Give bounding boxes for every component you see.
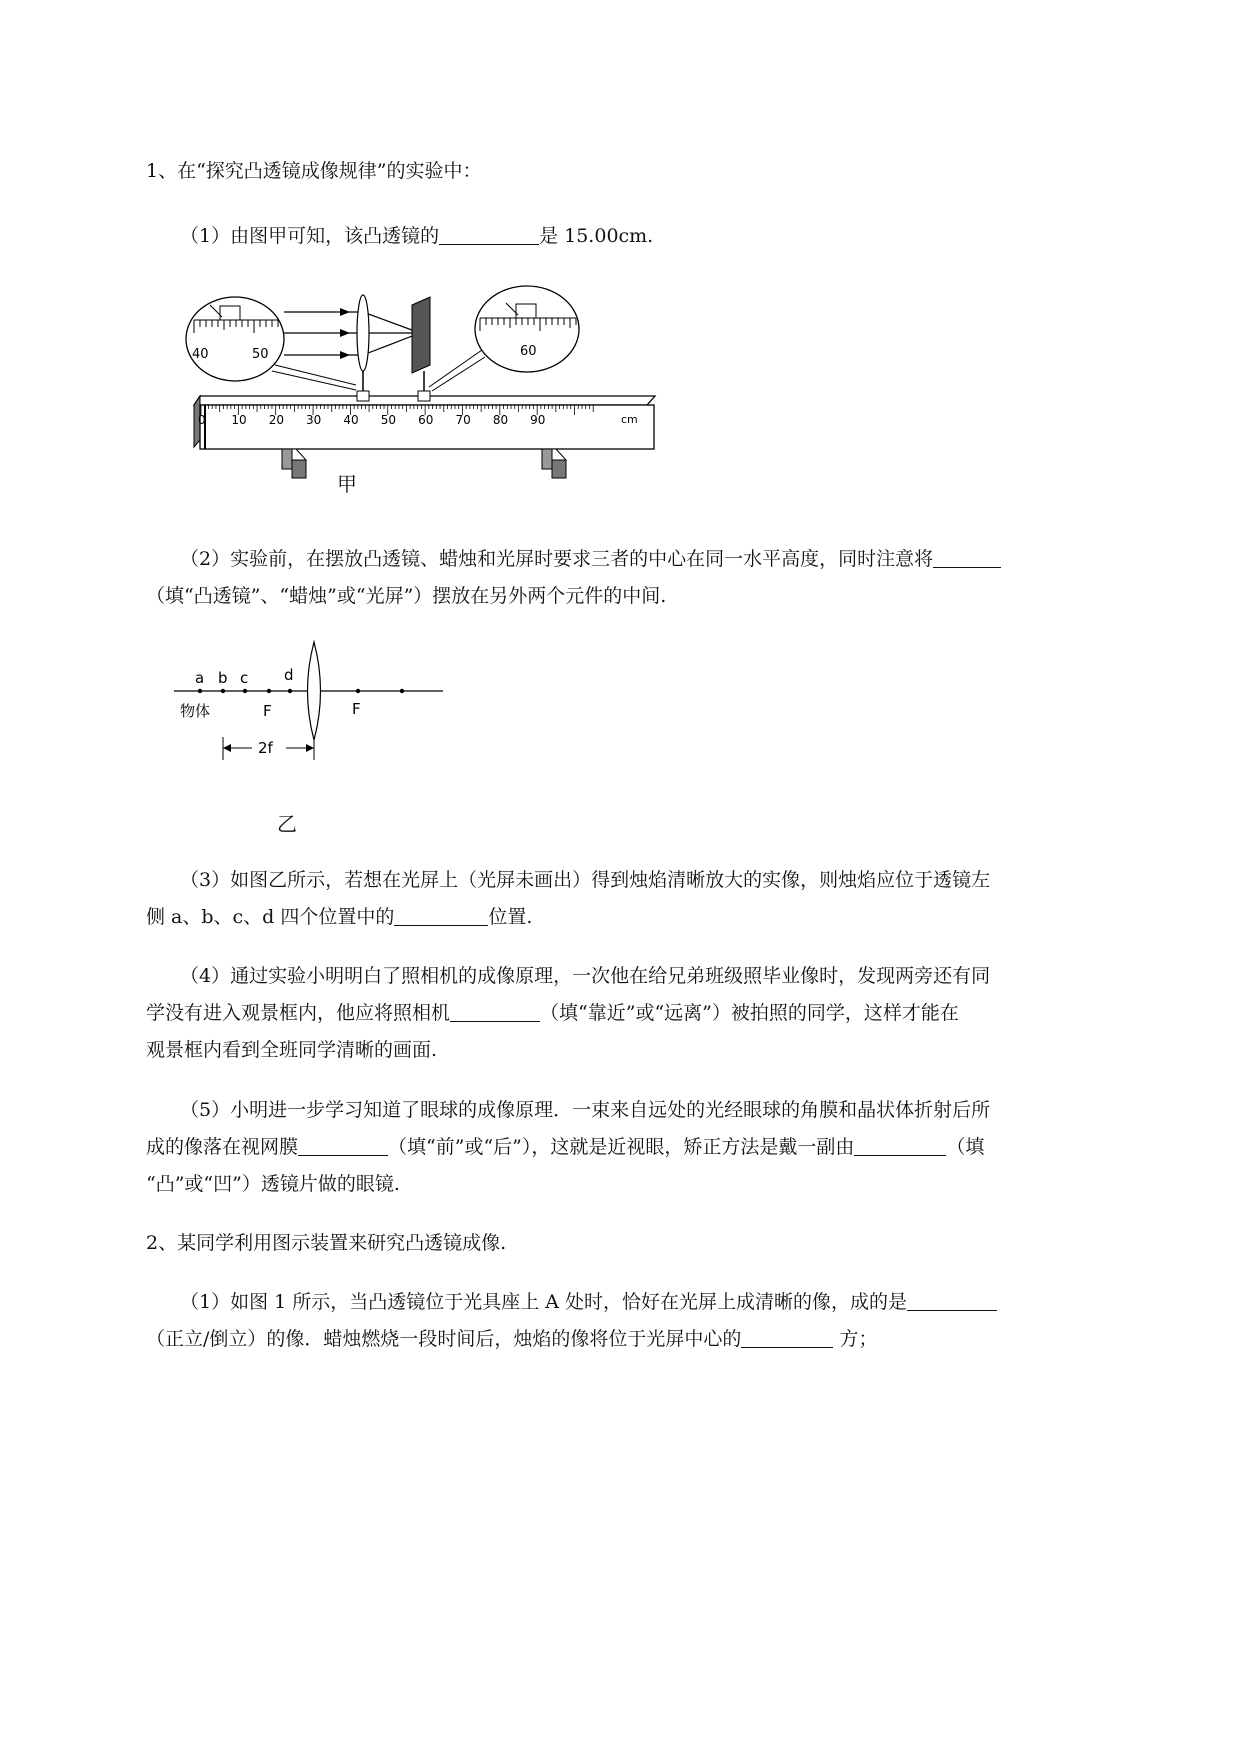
left-bubble-tick-40: 40 [192,347,209,362]
right-bubble-pointer-top [429,350,482,387]
bench-tick-label: 20 [268,413,284,427]
q2-title: 2、某同学利用图示装置来研究凸透镜成像. [146,1232,507,1254]
q2-part1-text-before: （正立/倒立）的像．蜡烛燃烧一段时间后，烛焰的像将位于光屏中心的 [146,1328,742,1350]
answer-blank-2[interactable] [933,547,1001,568]
q1-part5-text-after: （填 [946,1136,985,1158]
bench-foot-right-front [542,449,552,469]
q2-part1-text-after: 方； [833,1328,878,1350]
q1-part4-line1: （4）通过实验小明明白了照相机的成像原理，一次他在给兄弟班级照毕业像时，发现两旁还有同 [180,965,991,987]
q1-title: 1、在“探究凸透镜成像规律”的实验中： [146,160,482,182]
2f-label: 2f [258,739,273,757]
bench-foot-left-front [282,449,292,469]
bench-tick-label: 10 [231,413,247,427]
right-bubble-tick-60: 60 [520,344,537,359]
q1-part3-line1: （3）如图乙所示，若想在光屏上（光屏未画出）得到烛焰清晰放大的实像，则烛焰应位于透镜左 [180,869,991,891]
point-d-label: d [284,666,294,684]
left-bubble-pointer-top [275,365,356,385]
q1-part1-text-after: 是 15.00cm. [539,225,654,247]
left-bubble-tick-50: 50 [252,347,269,362]
q1-part2-line2: （填“凸透镜”、“蜡烛”或“光屏”）摆放在另外两个元件的中间. [146,585,667,607]
right-magnifier-bubble [475,286,579,372]
right-bubble-holder [516,304,536,318]
q1-part5-text-before: 成的像落在视网膜 [146,1136,299,1158]
bench-tick-label: 90 [530,413,546,427]
2f-arrowhead-right [306,744,314,752]
left-bubble-holder [220,306,240,320]
point-b-label: b [218,669,228,687]
answer-blank-8[interactable] [741,1327,833,1348]
parallel-light-rays [284,312,420,355]
q1-part2-line1 [180,545,1001,573]
left-bubble-pointer-bottom [272,371,356,390]
q1-part1-text-before: （1）由图甲可知，该凸透镜的 [180,225,440,247]
answer-blank-7[interactable] [907,1290,997,1311]
convex-lens [357,295,369,371]
q1-part4-line3: 观景框内看到全班同学清晰的画面. [146,1039,438,1061]
answer-blank-4[interactable] [450,1001,540,1022]
answer-blank-5[interactable] [298,1135,388,1156]
object-label: 物体 [180,702,211,720]
answer-blank-1[interactable] [439,224,539,245]
q1-part2-text: （2）实验前，在摆放凸透镜、蜡烛和光屏时要求三者的中心在同一水平高度，同时注意将 [180,548,934,570]
figure-jia-caption: 甲 [337,472,357,496]
q2-part1-line2 [146,1325,877,1353]
convex-lens-outline [308,642,321,740]
bench-foot-left-side [292,460,306,478]
bench-foot-right-side [552,460,566,478]
bench-tick-label: 80 [492,413,509,427]
q1-part5-line1: （5）小明进一步学习知道了眼球的成像原理．一束来自远处的光经眼球的角膜和晶状体折射后所 [180,1099,991,1121]
bench-front-face [200,405,654,449]
light-screen [412,297,430,373]
right-bubble-pointer-bottom [432,357,485,391]
bench-tick-label: 40 [343,413,359,427]
q1-part4-text-before: 学没有进入观景框内，他应将照相机 [146,1002,451,1024]
bench-left-edge [204,405,206,449]
bench-tick-label: 70 [455,413,471,427]
q1-part3-text-after: 位置. [488,906,533,928]
point-c-label: c [240,669,249,687]
bench-tick-label: 50 [380,413,397,427]
q1-part4-line2 [146,999,959,1027]
right-focus-label: F [352,700,361,718]
screen-holder-base [418,391,430,401]
lens-holder-base [357,391,369,401]
q1-part5-line3: “凸”或“凹”）透镜片做的眼镜. [146,1173,400,1195]
bench-tick-label: 60 [418,413,434,427]
q1-part3-line2 [146,903,532,931]
optical-bench-drawing [180,295,660,505]
point-a-label: a [195,669,205,687]
2f-arrowhead-left [223,744,231,752]
figure-yi-caption: 乙 [277,812,297,836]
figure-optical-bench [180,295,660,509]
q1-part5-line2 [146,1133,984,1161]
left-focus-label: F [263,702,272,720]
lens-positions-drawing [180,640,460,770]
bench-tick-label: 30 [306,413,322,427]
q1-part1 [180,222,653,250]
q1-part5-text-middle: （填“前”或“后”），这就是近视眼，矫正方法是戴一副由 [388,1136,855,1158]
bench-unit-label: cm [621,413,638,426]
ray-arrowheads [340,308,350,359]
answer-blank-6[interactable] [854,1135,946,1156]
q1-part4-text-after: （填“靠近”或“远离”）被拍照的同学，这样才能在 [540,1002,959,1024]
answer-blank-3[interactable] [394,905,488,926]
bench-tick-label: 0 [198,413,206,427]
figure-lens-positions [180,640,460,774]
q1-part3-text-before: 侧 a、b、c、d 四个位置中的 [146,906,395,928]
q2-part1-line1 [180,1288,997,1316]
q2-part1-text: （1）如图 1 所示，当凸透镜位于光具座上 A 处时，恰好在光屏上成清晰的像，成的是 [180,1291,908,1313]
